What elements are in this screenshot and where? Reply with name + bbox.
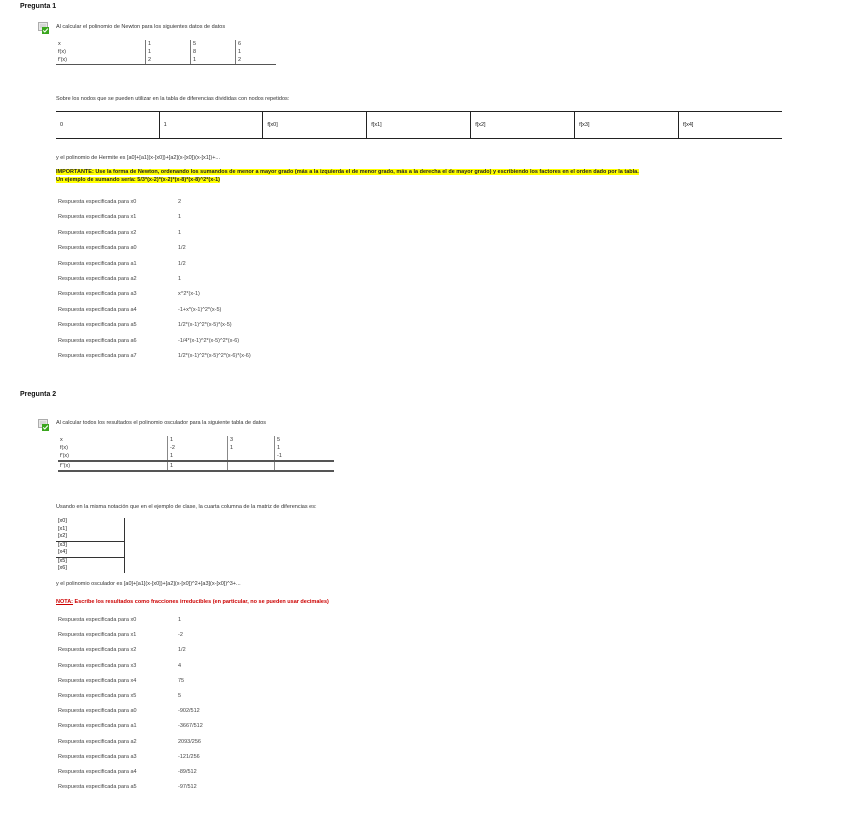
response-value: 1	[178, 275, 182, 282]
response-value: -1/4*(x-1)^2*(x-5)^2*(x-6)	[178, 337, 240, 344]
question-2-responses	[58, 617, 203, 799]
table-cell: x	[58, 436, 168, 444]
table-cell: 2	[236, 56, 277, 65]
response-line	[58, 322, 251, 337]
response-value: 1	[178, 617, 182, 623]
response-value: 1/2	[178, 647, 186, 654]
difference-row-table	[56, 111, 782, 139]
question-1-intro-text: Sobre los nodos que se pueden utilizar en la tabla de diferencias divididas con nodos repetidos:	[56, 96, 290, 102]
important-note	[56, 168, 826, 184]
response-line	[58, 784, 203, 799]
response-line	[58, 338, 251, 353]
response-label: Respuesta especificada para a7	[58, 352, 137, 359]
response-label: Respuesta especificada para a4	[58, 768, 137, 775]
response-value: -1+x*(x-1)^2*(x-5)	[178, 306, 222, 313]
table-cell: x	[56, 40, 146, 48]
response-line	[58, 276, 251, 291]
response-line	[58, 708, 203, 723]
difference-cell: f[x1]	[367, 112, 471, 139]
question-2-data-table	[58, 436, 334, 472]
response-line	[58, 632, 203, 647]
response-label: Respuesta especificada para x1	[58, 632, 137, 639]
response-label: Respuesta especificada para a1	[58, 723, 137, 730]
table-cell: 1	[146, 48, 191, 56]
table-cell: 2	[146, 56, 191, 65]
table-cell: 1	[277, 445, 281, 451]
response-line	[58, 663, 203, 678]
table-cell: 1	[191, 56, 236, 65]
question-1-responses	[58, 199, 251, 368]
response-value: -89/512	[178, 768, 197, 775]
table-cell: f(x)	[56, 48, 146, 56]
response-value: x^2*(x-1)	[178, 291, 200, 298]
table-row	[56, 526, 125, 534]
note-label: NOTA:	[56, 599, 74, 605]
table-row	[56, 565, 125, 573]
response-value: -2	[178, 632, 183, 639]
response-label: Respuesta especificada para x4	[58, 677, 137, 684]
table-cell: 8	[191, 48, 236, 56]
table-row	[56, 112, 782, 139]
response-line	[58, 693, 203, 708]
response-line	[58, 245, 251, 260]
response-line	[58, 230, 251, 245]
difference-cell: [x1]	[56, 526, 125, 534]
response-label: Respuesta especificada para a3	[58, 291, 137, 298]
table-row	[58, 436, 334, 444]
table-row	[56, 557, 125, 565]
response-value: 4	[178, 662, 182, 669]
difference-cell: [x4]	[56, 549, 125, 557]
table-cell: 1	[168, 452, 228, 461]
response-line	[58, 307, 251, 322]
response-line	[58, 754, 203, 769]
difference-cell: 0	[56, 112, 159, 139]
response-line	[58, 353, 251, 368]
response-label: Respuesta especificada para a1	[58, 260, 137, 267]
table-cell: 1	[168, 461, 228, 471]
question-2-title: Pregunta 2	[20, 391, 57, 398]
table-cell: 1	[228, 444, 275, 452]
response-line	[58, 214, 251, 229]
response-value: 5	[178, 692, 182, 699]
table-cell: 1	[146, 40, 191, 48]
table-row	[56, 56, 276, 65]
response-value: 1/2	[178, 260, 186, 267]
response-value: 2093/256	[178, 738, 201, 745]
table-row	[56, 40, 276, 48]
difference-column-table	[56, 518, 125, 573]
response-label: Respuesta especificada para a3	[58, 753, 137, 760]
difference-cell: 1	[159, 112, 263, 139]
response-value: -3667/512	[178, 723, 203, 730]
difference-cell: [x2]	[56, 533, 125, 541]
table-row	[58, 452, 334, 461]
response-line	[58, 647, 203, 662]
table-cell	[275, 461, 335, 471]
table-cell: -1	[277, 453, 282, 459]
response-label: Respuesta especificada para a4	[58, 306, 137, 313]
difference-cell: f[x4]	[683, 122, 694, 128]
table-cell: 3	[228, 436, 275, 444]
response-line	[58, 261, 251, 276]
example-text: Un ejemplo de sumando sería: 5/3*(x-2)*(x-2)*(x-8)*(x-8)^2*(x-1)	[56, 177, 220, 183]
response-label: Respuesta especificada para x5	[58, 692, 137, 699]
response-value: 1	[178, 214, 182, 221]
important-text: Use la forma de Newton, ordenando los sumandos de menor a mayor grado (más a la izquierda el de menor grado, más a la derecha el de mayor grado) y escribiendo los factores en el orden dado por la tabla.	[93, 169, 639, 175]
table-row	[56, 518, 125, 526]
response-label: Respuesta especificada para a6	[58, 337, 137, 344]
table-row	[56, 533, 125, 541]
question-1-statement: Al calcular el polinomio de Newton para los siguientes datos de datos	[56, 24, 226, 30]
response-label: Respuesta especificada para a2	[58, 738, 137, 745]
table-cell: -2	[168, 444, 228, 452]
response-line	[58, 678, 203, 693]
response-line	[58, 723, 203, 738]
table-cell: f'(x)	[58, 452, 168, 461]
table-cell: 1	[238, 49, 242, 55]
table-cell: f''(x)	[58, 461, 168, 471]
response-value: -97/512	[178, 784, 197, 791]
response-line	[58, 769, 203, 784]
response-label: Respuesta especificada para a5	[58, 784, 137, 791]
note-text: Escribe los resultados como fracciones irreducibles (en particular, no se pueden usar decimales)	[73, 599, 329, 605]
table-row	[56, 48, 276, 56]
response-line	[58, 617, 203, 632]
response-value: -121/256	[178, 753, 200, 760]
response-value: 2	[178, 199, 182, 205]
correct-answer-icon	[38, 419, 50, 431]
response-label: Respuesta especificada para x1	[58, 214, 137, 221]
correct-answer-icon	[38, 22, 50, 34]
difference-cell: f[x3]	[575, 112, 679, 139]
difference-cell: f[x0]	[263, 112, 367, 139]
difference-cell: [x5]	[56, 557, 125, 565]
response-label: Respuesta especificada para a0	[58, 708, 137, 715]
question-1-polynomial-text: y el polinomio de Hermite es [a0]+[a1](x-[x0])+[a2](x-[x0])(x-[x1])+...	[56, 155, 220, 161]
response-label: Respuesta especificada para x2	[58, 647, 137, 654]
response-label: Respuesta especificada para x2	[58, 229, 137, 236]
response-label: Respuesta especificada para a5	[58, 322, 137, 329]
response-label: Respuesta especificada para a2	[58, 275, 137, 282]
question-1-title: Pregunta 1	[20, 3, 57, 10]
difference-cell: [x0]	[56, 518, 125, 526]
response-line	[58, 739, 203, 754]
response-value: 75	[178, 677, 185, 684]
response-line	[58, 199, 251, 214]
response-value: -902/512	[178, 708, 200, 715]
table-cell	[228, 461, 275, 471]
table-row	[58, 461, 334, 471]
table-row	[58, 444, 334, 452]
response-line	[58, 291, 251, 306]
difference-cell: f[x2]	[471, 112, 575, 139]
difference-cell: [x6]	[56, 565, 125, 573]
question-2-statement: Al calcular todos los resultados el polinomio osculador para la siguiente tabla de datos	[56, 420, 267, 426]
response-value: 1	[178, 229, 182, 236]
response-label: Respuesta especificada para x0	[58, 199, 137, 205]
response-label: Respuesta especificada para x0	[58, 617, 137, 623]
table-cell: f'(x)	[56, 56, 146, 65]
table-cell: f(x)	[58, 444, 168, 452]
question-2-polynomial-text: y el polinomio osculador es [a0]+[a1](x-[x0])+[a2](x-[x0])^2+[a3](x-[x0])^3+...	[56, 581, 241, 587]
table-cell: 1	[168, 436, 228, 444]
table-cell: 6	[238, 41, 242, 47]
response-value: 1/2	[178, 245, 186, 252]
response-value: 1/2*(x-1)^2*(x-5)*(x-5)	[178, 322, 232, 329]
table-cell: 5	[191, 40, 236, 48]
question-1-intro	[56, 96, 289, 102]
response-label: Respuesta especificada para x3	[58, 662, 137, 669]
table-row	[56, 541, 125, 549]
response-value: 1/2*(x-1)^2*(x-5)^2*(x-6)*(x-6)	[178, 352, 251, 359]
table-cell: 5	[277, 437, 281, 443]
fraction-note	[56, 599, 329, 605]
response-label: Respuesta especificada para a0	[58, 245, 137, 252]
difference-cell: [x3]	[56, 541, 125, 549]
table-cell	[228, 452, 275, 461]
important-label: IMPORTANTE:	[56, 169, 94, 175]
table-row	[56, 549, 125, 557]
question-1-data-table	[56, 40, 276, 65]
question-2-intro: Usando en la misma notación que en el ejemplo de clase, la cuarta columna de la matriz de diferencias es:	[56, 504, 317, 510]
